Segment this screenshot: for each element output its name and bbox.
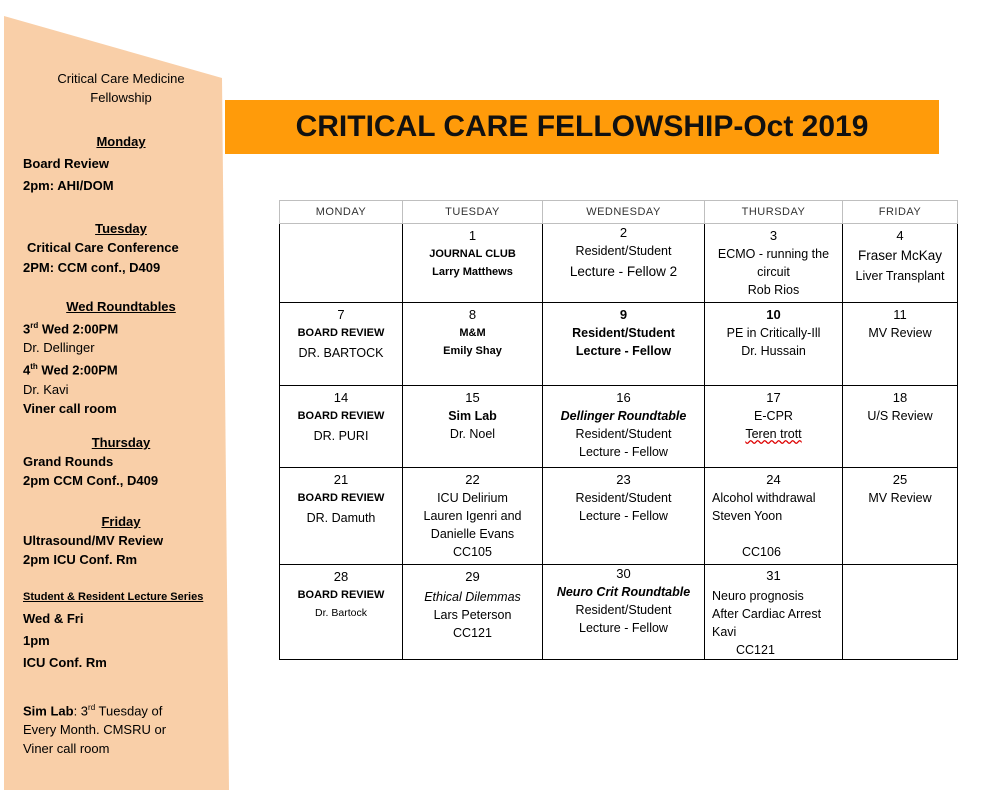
day-cell: 30 Neuro Crit Roundtable Resident/Student Lecture - Fellow xyxy=(543,565,705,660)
week-row xyxy=(280,303,958,386)
day-cell: 14 BOARD REVIEW DR. PURI xyxy=(280,386,403,468)
day-cell: 18 U/S Review xyxy=(843,386,958,468)
day-cell: 17 E-CPR Teren trott xyxy=(705,386,843,468)
day-cell: 4 Fraser McKay Liver Transplant xyxy=(843,224,958,303)
day-cell: 28 BOARD REVIEW Dr. Bartock xyxy=(280,565,403,660)
day-cell-empty xyxy=(843,565,958,660)
header-friday: FRIDAY xyxy=(843,201,958,224)
day-cell-empty xyxy=(280,224,403,303)
day-cell: 31 Neuro prognosis After Cardiac Arrest Kavi CC121 xyxy=(705,565,843,660)
calendar-header-row xyxy=(280,201,958,224)
day-cell: 25 MV Review xyxy=(843,468,958,565)
sidebar-monday: Monday Board Review 2pm: AHI/DOM xyxy=(23,132,219,195)
calendar-table xyxy=(279,200,958,660)
day-cell: 15 Sim Lab Dr. Noel xyxy=(403,386,543,468)
day-cell: 9 Resident/Student Lecture - Fellow xyxy=(543,303,705,386)
header-monday: MONDAY xyxy=(280,201,403,224)
day-cell: 1 JOURNAL CLUB Larry Matthews xyxy=(403,224,543,303)
day-cell: 2 Resident/Student Lecture - Fellow 2 xyxy=(543,224,705,303)
day-cell: 16 Dellinger Roundtable Resident/Student Lecture - Fellow xyxy=(543,386,705,468)
header-wednesday: WEDNESDAY xyxy=(543,201,705,224)
sidebar-tuesday: Tuesday Critical Care Conference 2PM: CCM conf., D409 xyxy=(23,219,219,277)
week-row xyxy=(280,386,958,468)
sidebar-thursday: Thursday Grand Rounds 2pm CCM Conf., D409 xyxy=(23,433,219,490)
monday-heading: Monday xyxy=(96,134,146,149)
day-cell: 23 Resident/Student Lecture - Fellow xyxy=(543,468,705,565)
banner xyxy=(225,100,939,154)
day-cell: 29 Ethical Dilemmas Lars Peterson CC121 xyxy=(403,565,543,660)
day-cell: 3 ECMO - running the circuit Rob Rios xyxy=(705,224,843,303)
sidebar-wednesday: Wed Roundtables 3rd Wed 2:00PM Dr. Dellinger 4th Wed 2:00PM Dr. Kavi Viner call room xyxy=(23,297,219,418)
day-cell: 11 MV Review xyxy=(843,303,958,386)
tuesday-heading: Tuesday xyxy=(95,221,147,236)
sidebar-lecture-series: Student & Resident Lecture Series Wed & Fri 1pm ICU Conf. Rm xyxy=(23,591,204,670)
day-cell: 7 BOARD REVIEW DR. BARTOCK xyxy=(280,303,403,386)
day-cell: 10 PE in Critically-Ill Dr. Hussain xyxy=(705,303,843,386)
week-row xyxy=(280,565,958,660)
week-row xyxy=(280,468,958,565)
sidebar-friday: Friday Ultrasound/MV Review 2pm ICU Conf. Rm xyxy=(23,512,219,569)
day-cell: 8 M&M Emily Shay xyxy=(403,303,543,386)
header-tuesday: TUESDAY xyxy=(403,201,543,224)
sidebar-sim-lab: Sim Lab: 3rd Tuesday of Every Month. CMSRU or Viner call room xyxy=(23,703,167,757)
week-row xyxy=(280,224,958,303)
friday-heading: Friday xyxy=(101,514,141,529)
day-cell: 21 BOARD REVIEW DR. Damuth xyxy=(280,468,403,565)
header-thursday: THURSDAY xyxy=(705,201,843,224)
wednesday-heading: Wed Roundtables xyxy=(66,299,176,314)
banner-title: CRITICAL CARE FELLOWSHIP-Oct 2019 xyxy=(295,110,869,143)
sidebar-title: Critical Care Medicine Fellowship xyxy=(57,71,185,105)
day-cell: 24 Alcohol withdrawal Steven Yoon CC106 xyxy=(705,468,843,565)
thursday-heading: Thursday xyxy=(91,435,151,450)
day-cell: 22 ICU Delirium Lauren Igenri and Danielle Evans CC105 xyxy=(403,468,543,565)
